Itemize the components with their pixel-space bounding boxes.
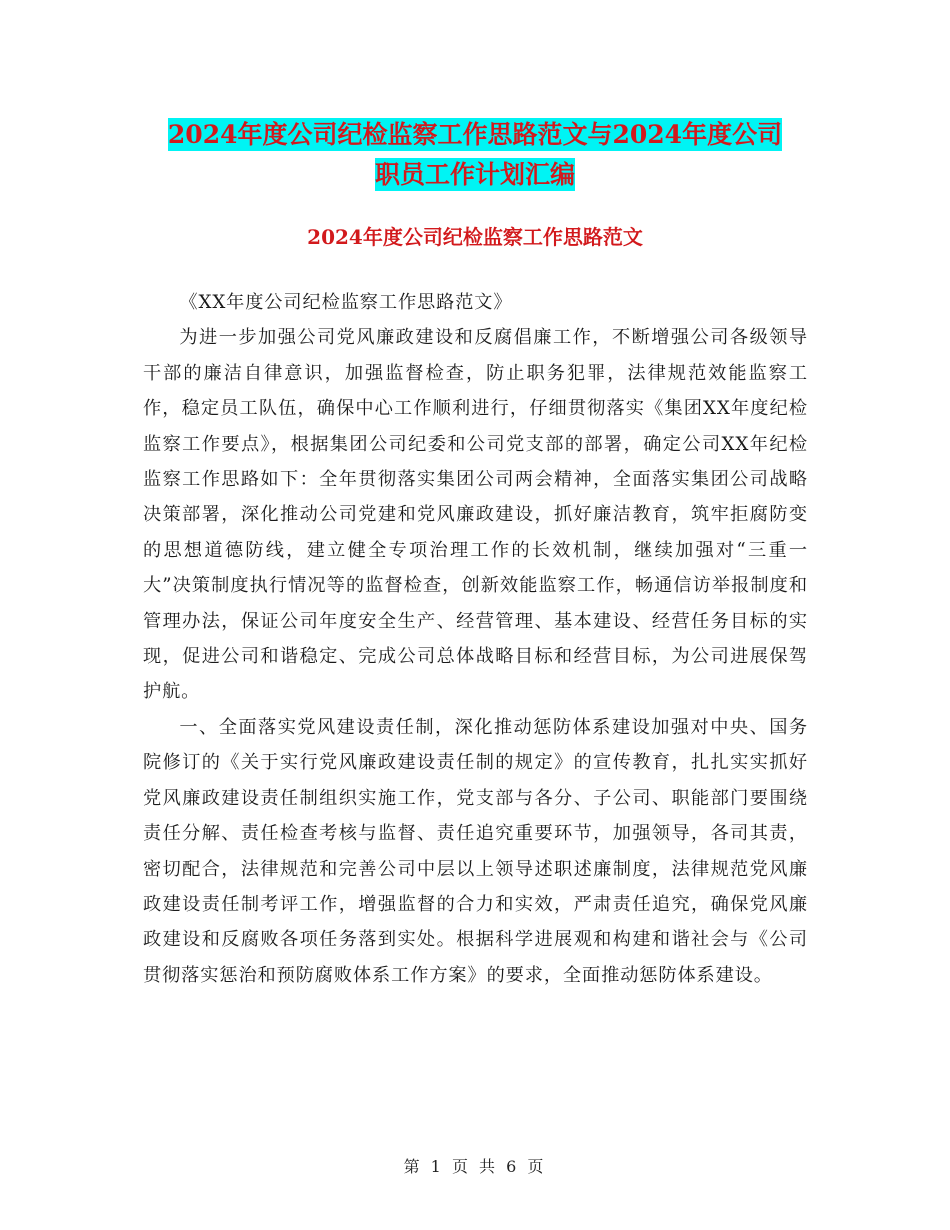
title-highlight-1: 2024年度公司纪检监察工作思路范文与2024年度公司	[167, 120, 783, 149]
body-text	[143, 285, 808, 993]
document-title-line-2	[0, 150, 950, 200]
title-highlight-2: 职员工作计划汇编	[374, 160, 575, 189]
paragraph: 一、全面落实党风建设责任制，深化推动惩防体系建设加强对中央、国务院修订的《关于实行党风廉政建设责任制的规定》的宣传教育，扎扎实实抓好党风廉政建设责任制组织实施工作，党支部与各分、子公司、职能部门要围绕责任分解、责任检查考核与监督、责任追究重要环节，加强领导，各司其责，密切配合，法律规范和完善公司中层以上领导述职述廉制度，法律规范党风廉政建设责任制考评工作，增强监督的合力和实效，严肃责任追究，确保党风廉政建设和反腐败各项任务落到实处。根据科学进展观和构建和谐社会与《公司贯彻落实惩治和预防腐败体系工作方案》的要求，全面推动惩防体系建设。	[143, 716, 808, 986]
paragraph: 为进一步加强公司党风廉政建设和反腐倡廉工作，不断增强公司各级领导干部的廉洁自律意识，加强监督检查，防止职务犯罪，法律规范效能监察工作，稳定员工队伍，确保中心工作顺利进行，仔细贯彻落实《集团XX年度纪检监察工作要点》，根据集团公司纪委和公司党支部的部署，确定公司XX年纪检监察工作思路如下：全年贯彻落实集团公司两会精神，全面落实集团公司战略决策部署，深化推动公司党建和党风廉政建设，抓好廉洁教育，筑牢拒腐防变的思想道德防线，建立健全专项治理工作的长效机制，继续加强对“三重一大”决策制度执行情况等的监督检查，创新效能监察工作，畅通信访举报制度和管理办法，保证公司年度安全生产、经营管理、基本建设、经营任务目标的实现，促进公司和谐稳定、完成公司总体战略目标和经营目标，为公司进展保驾护航。	[143, 327, 808, 703]
page-number-footer: 第 1 页 共 6 页	[403, 1157, 547, 1176]
section-title: 2024年度公司纪检监察工作思路范文	[307, 225, 643, 249]
paragraph: 《XX年度公司纪检监察工作思路范文》	[179, 292, 513, 313]
